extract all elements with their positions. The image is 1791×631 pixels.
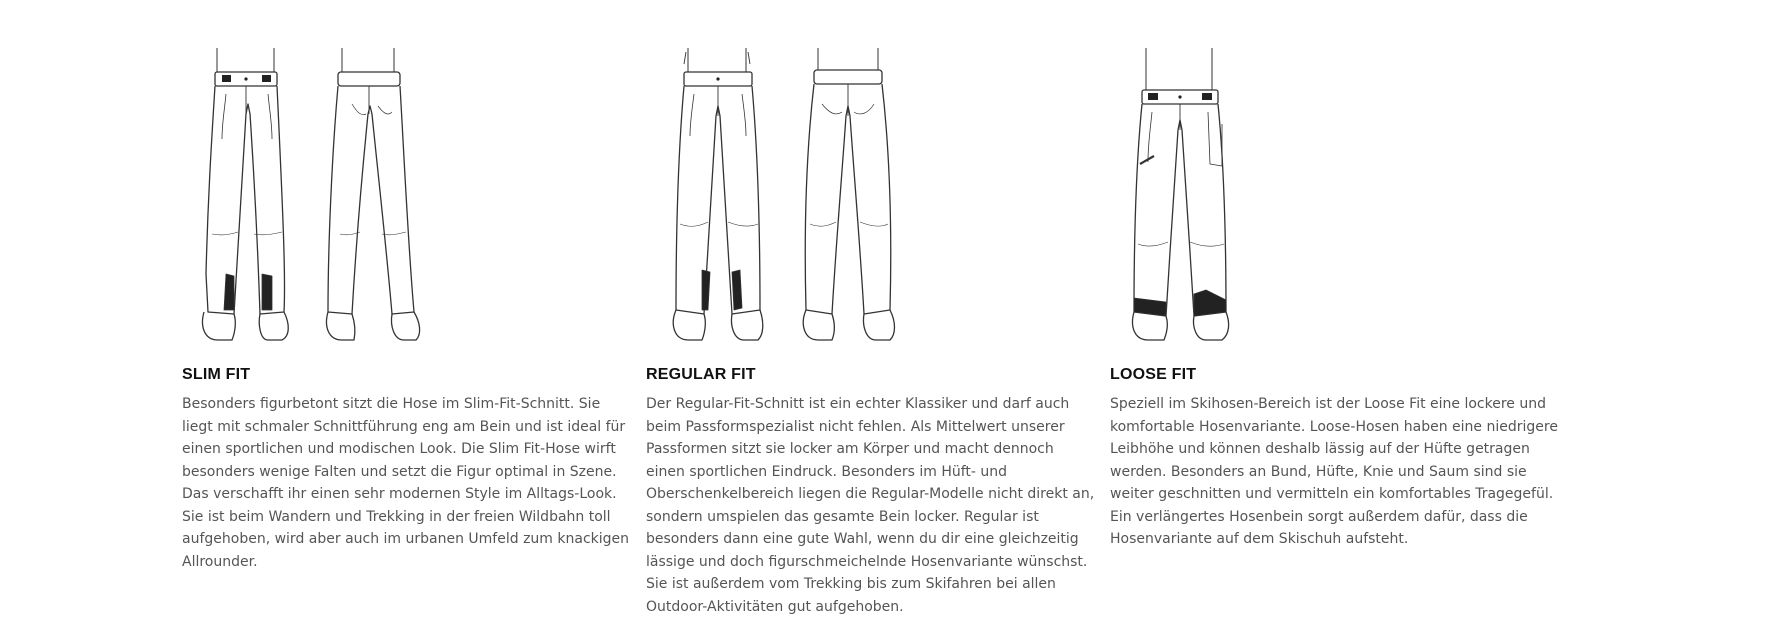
regular-fit-description: Der Regular-Fit-Schnitt ist ein echter Klassiker und darf auch beim Passformspezialist nicht fehlen. Als Mittelwert unserer Passformen sitzt sie locker am Körper und macht dennoch einen sportlichen Eindruck. Besonders im Hüft- und Oberschenkelbereich liegen die Regular-Modelle nicht direkt an, sondern umspielen das gesamte Bein locker. Regular ist besonders dann eine gute Wahl, wenn du dir eine gleichzeitig lässige und doch figurschmeichelnde Hosenvariante wünschst. Sie ist außerdem vom Trekking bis zum Skifahren bei allen Outdoor-Aktivitäten gut aufgehoben. bbox=[646, 396, 1095, 615]
loose-fit-title: LOOSE FIT bbox=[1110, 366, 1197, 383]
regular-fit-title: REGULAR FIT bbox=[646, 366, 756, 383]
loose-fit-description: Speziell im Skihosen-Bereich ist der Loose Fit eine lockere und komfortable Hosenvariante. Loose-Hosen haben eine niedrigere Leibhöhe und können deshalb lässig auf der Hüfte getragen werden. Besonders an Bund, Hüfte, Knie und Saum sind sie weiter geschnitten und vermitteln ein komfortables Tragegefül. Ein verlängertes Hosenbein sorgt außerdem dafür, dass die Hosenvariante auf dem Skischuh aufsteht. bbox=[1110, 396, 1558, 547]
regular-fit-column bbox=[646, 36, 1106, 618]
slim-fit-pants-drawing bbox=[182, 36, 642, 346]
regular-fit-svg bbox=[646, 44, 906, 344]
slim-fit-description: Besonders figurbetont sitzt die Hose im Slim-Fit-Schnitt. Sie liegt mit schmaler Schnittführung eng am Bein und ist ideal für einen sportlichen und modischen Look. Die Slim Fit-Hose wirft besonders wenige Falten und setzt die Figur optimal in Szene. Das verschafft ihr einen sehr modernen Style im Alltags-Look. Sie ist beim Wandern und Trekking in der freien Wildbahn toll aufgehoben, wird aber auch im urbanen Umfeld zum knackigen Allrounder. bbox=[182, 396, 630, 570]
loose-fit-svg bbox=[1110, 44, 1370, 344]
regular-fit-pants-drawing bbox=[646, 36, 1106, 346]
slim-fit-svg bbox=[182, 44, 442, 344]
loose-fit-column bbox=[1110, 36, 1570, 551]
slim-fit-column bbox=[182, 36, 642, 573]
loose-fit-pants-drawing bbox=[1110, 36, 1570, 346]
slim-fit-title: SLIM FIT bbox=[182, 366, 251, 383]
